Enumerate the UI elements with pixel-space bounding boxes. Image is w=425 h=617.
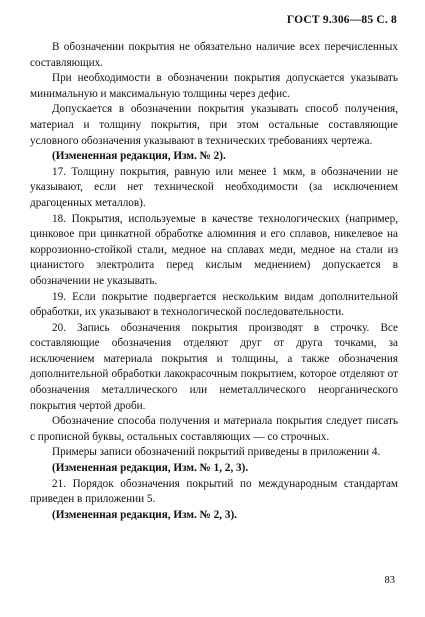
paragraph: Примеры записи обозначений покрытий приведены в приложении 4. xyxy=(52,446,381,459)
paragraph: Допускается в обозначении покрытия указывать способ получения, материал и толщину покрытия, при этом остальные составляющие условного обозначения указывают в технических требованиях чертежа. xyxy=(30,103,398,147)
paragraph: При необходимости в обозначении покрытия допускается указывать минимальную и максимальную толщины через дефис. xyxy=(30,72,398,100)
running-header: ГОСТ 9.306—85 С. 8 xyxy=(286,14,397,26)
clause-20: 20. Запись обозначения покрытия производят в строчку. Все составляющие обозначения отделяют друг от друга точками, за исключением материала покрытия и толщины, а также обозначения дополнительной обработки лакокрасочным покрытием, которое отделяют от обозначения металлического или неметаллического неорганического покрытия чертой дроби. xyxy=(30,321,398,412)
clause-21: 21. Порядок обозначения покрытий по международным стандартам приведен в приложении 5. xyxy=(30,477,398,506)
page-number: 83 xyxy=(384,575,395,586)
clause-19: 19. Если покрытие подвергается нескольким видам дополнительной обработки, их указывают в технологической последовательности. xyxy=(30,290,398,319)
amendment-note: (Измененная редакция, Изм. № 1, 2, 3). xyxy=(52,462,249,475)
clause-18: 18. Покрытия, используемые в качестве технологических (например, цинковое при цинкатной обработке алюминия и его сплавов, никелевое на коррозионно-стойкой стали, медное на сплавах меди, медное на стали из цианистого электролита перед кислым меднением) допускается в обозначении не указывать. xyxy=(30,212,398,287)
clause-17: 17. Толщину покрытия, равную или менее 1 мкм, в обозначении не указывают, если нет технической необходимости (за исключением драгоценных металлов). xyxy=(30,165,398,209)
paragraph: В обозначении покрытия не обязательно наличие всех перечисленных составляющих. xyxy=(30,41,398,69)
body-text xyxy=(30,40,398,523)
amendment-note: (Измененная редакция, Изм. № 2, 3). xyxy=(52,508,237,521)
paragraph: Обозначение способа получения и материала покрытия следует писать с прописной буквы, остальных составляющих — со строчных. xyxy=(30,415,398,443)
amendment-note: (Измененная редакция, Изм. № 2). xyxy=(52,150,226,163)
